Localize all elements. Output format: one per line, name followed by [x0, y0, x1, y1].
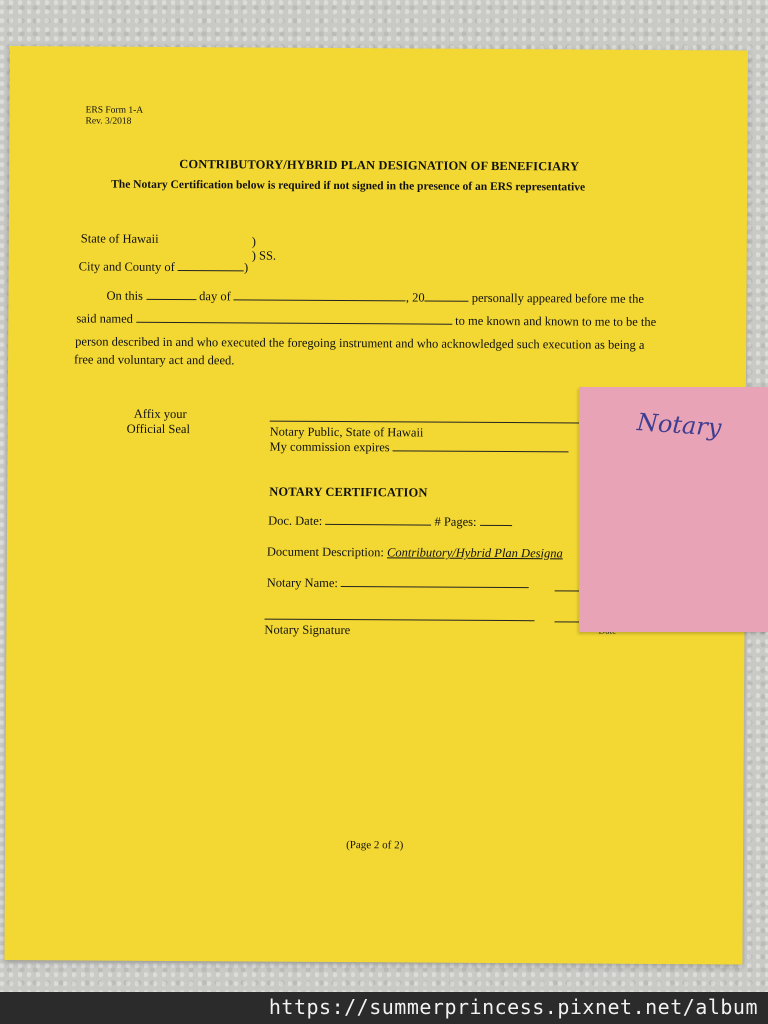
description-label: Document Description:	[266, 544, 384, 560]
sticky-note	[579, 387, 768, 632]
affidavit-line-4: free and voluntary act and deed.	[74, 352, 235, 368]
seal-label-2: Official Seal	[126, 421, 191, 437]
pages-label: # Pages:	[434, 514, 477, 529]
form-title: CONTRIBUTORY/HYBRID PLAN DESIGNATION OF BENEFICIARY	[179, 157, 580, 174]
notary-certification-heading: NOTARY CERTIFICATION	[269, 484, 428, 500]
on-this-label: On this	[106, 288, 143, 303]
watermark-url: https://summerprincess.pixnet.net/album	[268, 995, 758, 1019]
description-row	[267, 545, 563, 562]
date-blank-1[interactable]	[555, 590, 581, 591]
notary-name-row	[267, 576, 529, 593]
appeared-text: personally appeared before me the	[471, 290, 644, 306]
year-prefix: , 20	[405, 290, 425, 305]
commission-blank[interactable]	[393, 440, 569, 452]
affidavit-line-2	[76, 311, 656, 330]
venue-paren-3: )	[243, 260, 249, 275]
said-named-label: said named	[76, 311, 133, 326]
month-blank[interactable]	[234, 289, 406, 301]
day-of-label: day of	[199, 289, 231, 304]
form-subtitle: The Notary Certification below is required if not signed in the presence of an ERS representative	[111, 178, 586, 194]
seal-label-1: Affix your	[133, 406, 187, 422]
name-blank[interactable]	[136, 312, 452, 325]
notary-public-signature-line[interactable]	[270, 421, 580, 424]
notary-public-label: Notary Public, State of Hawaii	[269, 424, 424, 440]
day-blank[interactable]	[146, 289, 196, 300]
date-blank-2[interactable]	[554, 621, 580, 622]
commission-label: My commission expires	[269, 439, 390, 455]
venue-paren-1: )	[251, 234, 257, 249]
description-value: Contributory/Hybrid Plan Designa	[386, 545, 563, 561]
doc-date-row	[268, 514, 512, 530]
affidavit-line-1	[106, 289, 644, 307]
venue-state: State of Hawaii	[80, 231, 159, 246]
venue-county	[79, 259, 249, 275]
notary-signature-line[interactable]	[265, 619, 535, 622]
venue-county-label: City and County of	[78, 259, 175, 275]
affidavit-line-3: person described in and who executed the foregoing instrument and who acknowledged such execution as being a	[75, 334, 645, 352]
notary-name-blank[interactable]	[341, 576, 529, 588]
pages-blank[interactable]	[480, 515, 512, 526]
commission-line	[270, 440, 569, 457]
county-blank[interactable]	[178, 260, 244, 271]
watermark-bar	[0, 992, 768, 1024]
sticky-note-text: Notary	[636, 408, 723, 442]
doc-date-blank[interactable]	[325, 514, 431, 526]
notary-signature-label: Notary Signature	[264, 622, 351, 638]
page-number: (Page 2 of 2)	[346, 839, 404, 852]
venue-ss: ) SS.	[251, 248, 277, 263]
notary-name-label: Notary Name:	[266, 575, 338, 591]
form-id: ERS Form 1-A	[85, 105, 144, 116]
doc-date-label: Doc. Date:	[268, 513, 323, 528]
year-blank[interactable]	[425, 291, 469, 302]
known-text: to me known and known to me to be the	[455, 313, 657, 329]
form-revision: Rev. 3/2018	[85, 116, 132, 127]
